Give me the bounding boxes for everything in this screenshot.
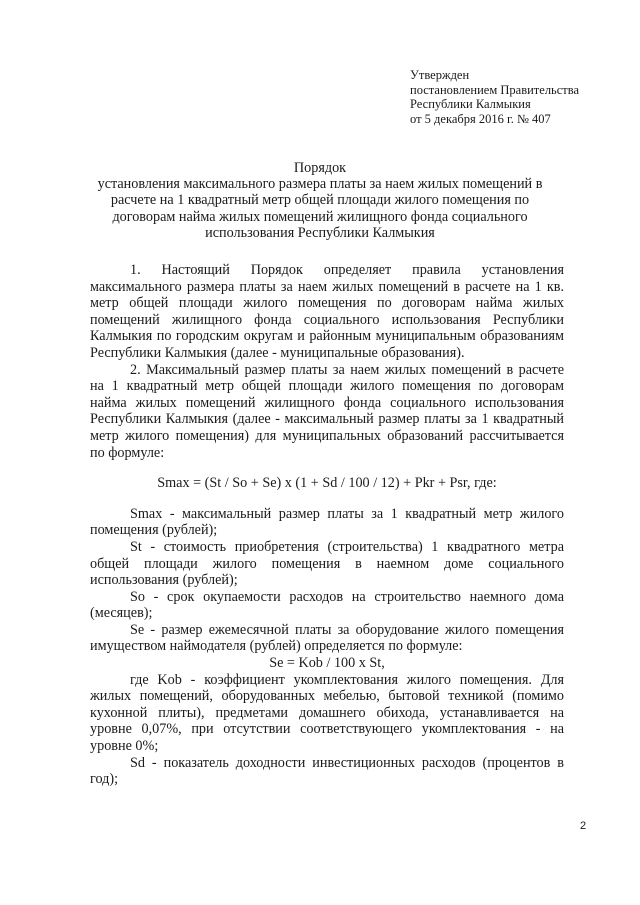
paragraph-1: 1. Настоящий Порядок определяет правила установления максимального размера платы за наем жилых помещений в расчете на 1 кв. метр общей площади жилого помещения по договорам найма жилых помещений жилищного фонда социального использования Республики Калмыкия по городским округам и районным муниципальным образованиям Республики Калмыкия (далее - муниципальные образования).	[90, 262, 564, 361]
document-body	[90, 262, 564, 788]
definition-kob: где Kob - коэффициент укомплектования жилого помещения. Для жилых помещений, оборудованных мебелью, бытовой техникой (помимо кухонной плиты), предметами домашнего обихода, устанавливается на уровне 0,07%, при отсутствии соответствующего укомплектования - на уровне 0%;	[90, 671, 564, 755]
definition-sd: Sd - показатель доходности инвестиционных расходов (процентов в год);	[90, 754, 564, 788]
document-title	[80, 160, 560, 241]
approval-line: Утвержден	[410, 68, 470, 82]
page-number: 2	[580, 820, 587, 832]
title-line: расчете на 1 квадратный метр общей площади жилого помещения по	[110, 192, 530, 209]
formula-se: Se = Kob / 100 x St,	[269, 655, 385, 672]
title-line: договорам найма жилых помещений жилищного фонда социального	[112, 208, 528, 225]
title-line: использования Республики Калмыкия	[205, 224, 435, 241]
approval-line: Республики Калмыкия	[410, 97, 531, 111]
definition-smax: Smax - максимальный размер платы за 1 квадратный метр жилого помещения (рублей);	[90, 505, 564, 539]
definition-so: So - срок окупаемости расходов на строительство наемного дома (месяцев);	[90, 588, 564, 622]
paragraph-2: 2. Максимальный размер платы за наем жилых помещений в расчете на 1 квадратный метр общей площади жилого помещения по договорам найма жилых помещений жилищного фонда социального использования Республики Калмыкия (далее - максимальный размер платы за 1 квадратный метр жилого помещения) для муниципальных образований рассчитывается по формуле:	[90, 361, 564, 461]
title-line: Порядок	[293, 160, 347, 176]
approval-stamp	[410, 68, 579, 126]
definition-se: Se - размер ежемесячной платы за оборудование жилого помещения имуществом наймодателя (рублей) определяется по формуле:	[90, 621, 564, 655]
definition-st: St - стоимость приобретения (строительства) 1 квадратного метра общей площади жилого помещения в наемном доме социального использования (рублей);	[90, 538, 564, 589]
approval-line: постановлением Правительства	[410, 82, 580, 97]
approval-line: от 5 декабря 2016 г. № 407	[410, 111, 551, 126]
title-line: установления максимального размера платы за наем жилых помещений в	[97, 176, 543, 193]
formula-main: Smax = (St / So + Se) x (1 + Sd / 100 / 12) + Pkr + Psr, где:	[157, 475, 497, 492]
